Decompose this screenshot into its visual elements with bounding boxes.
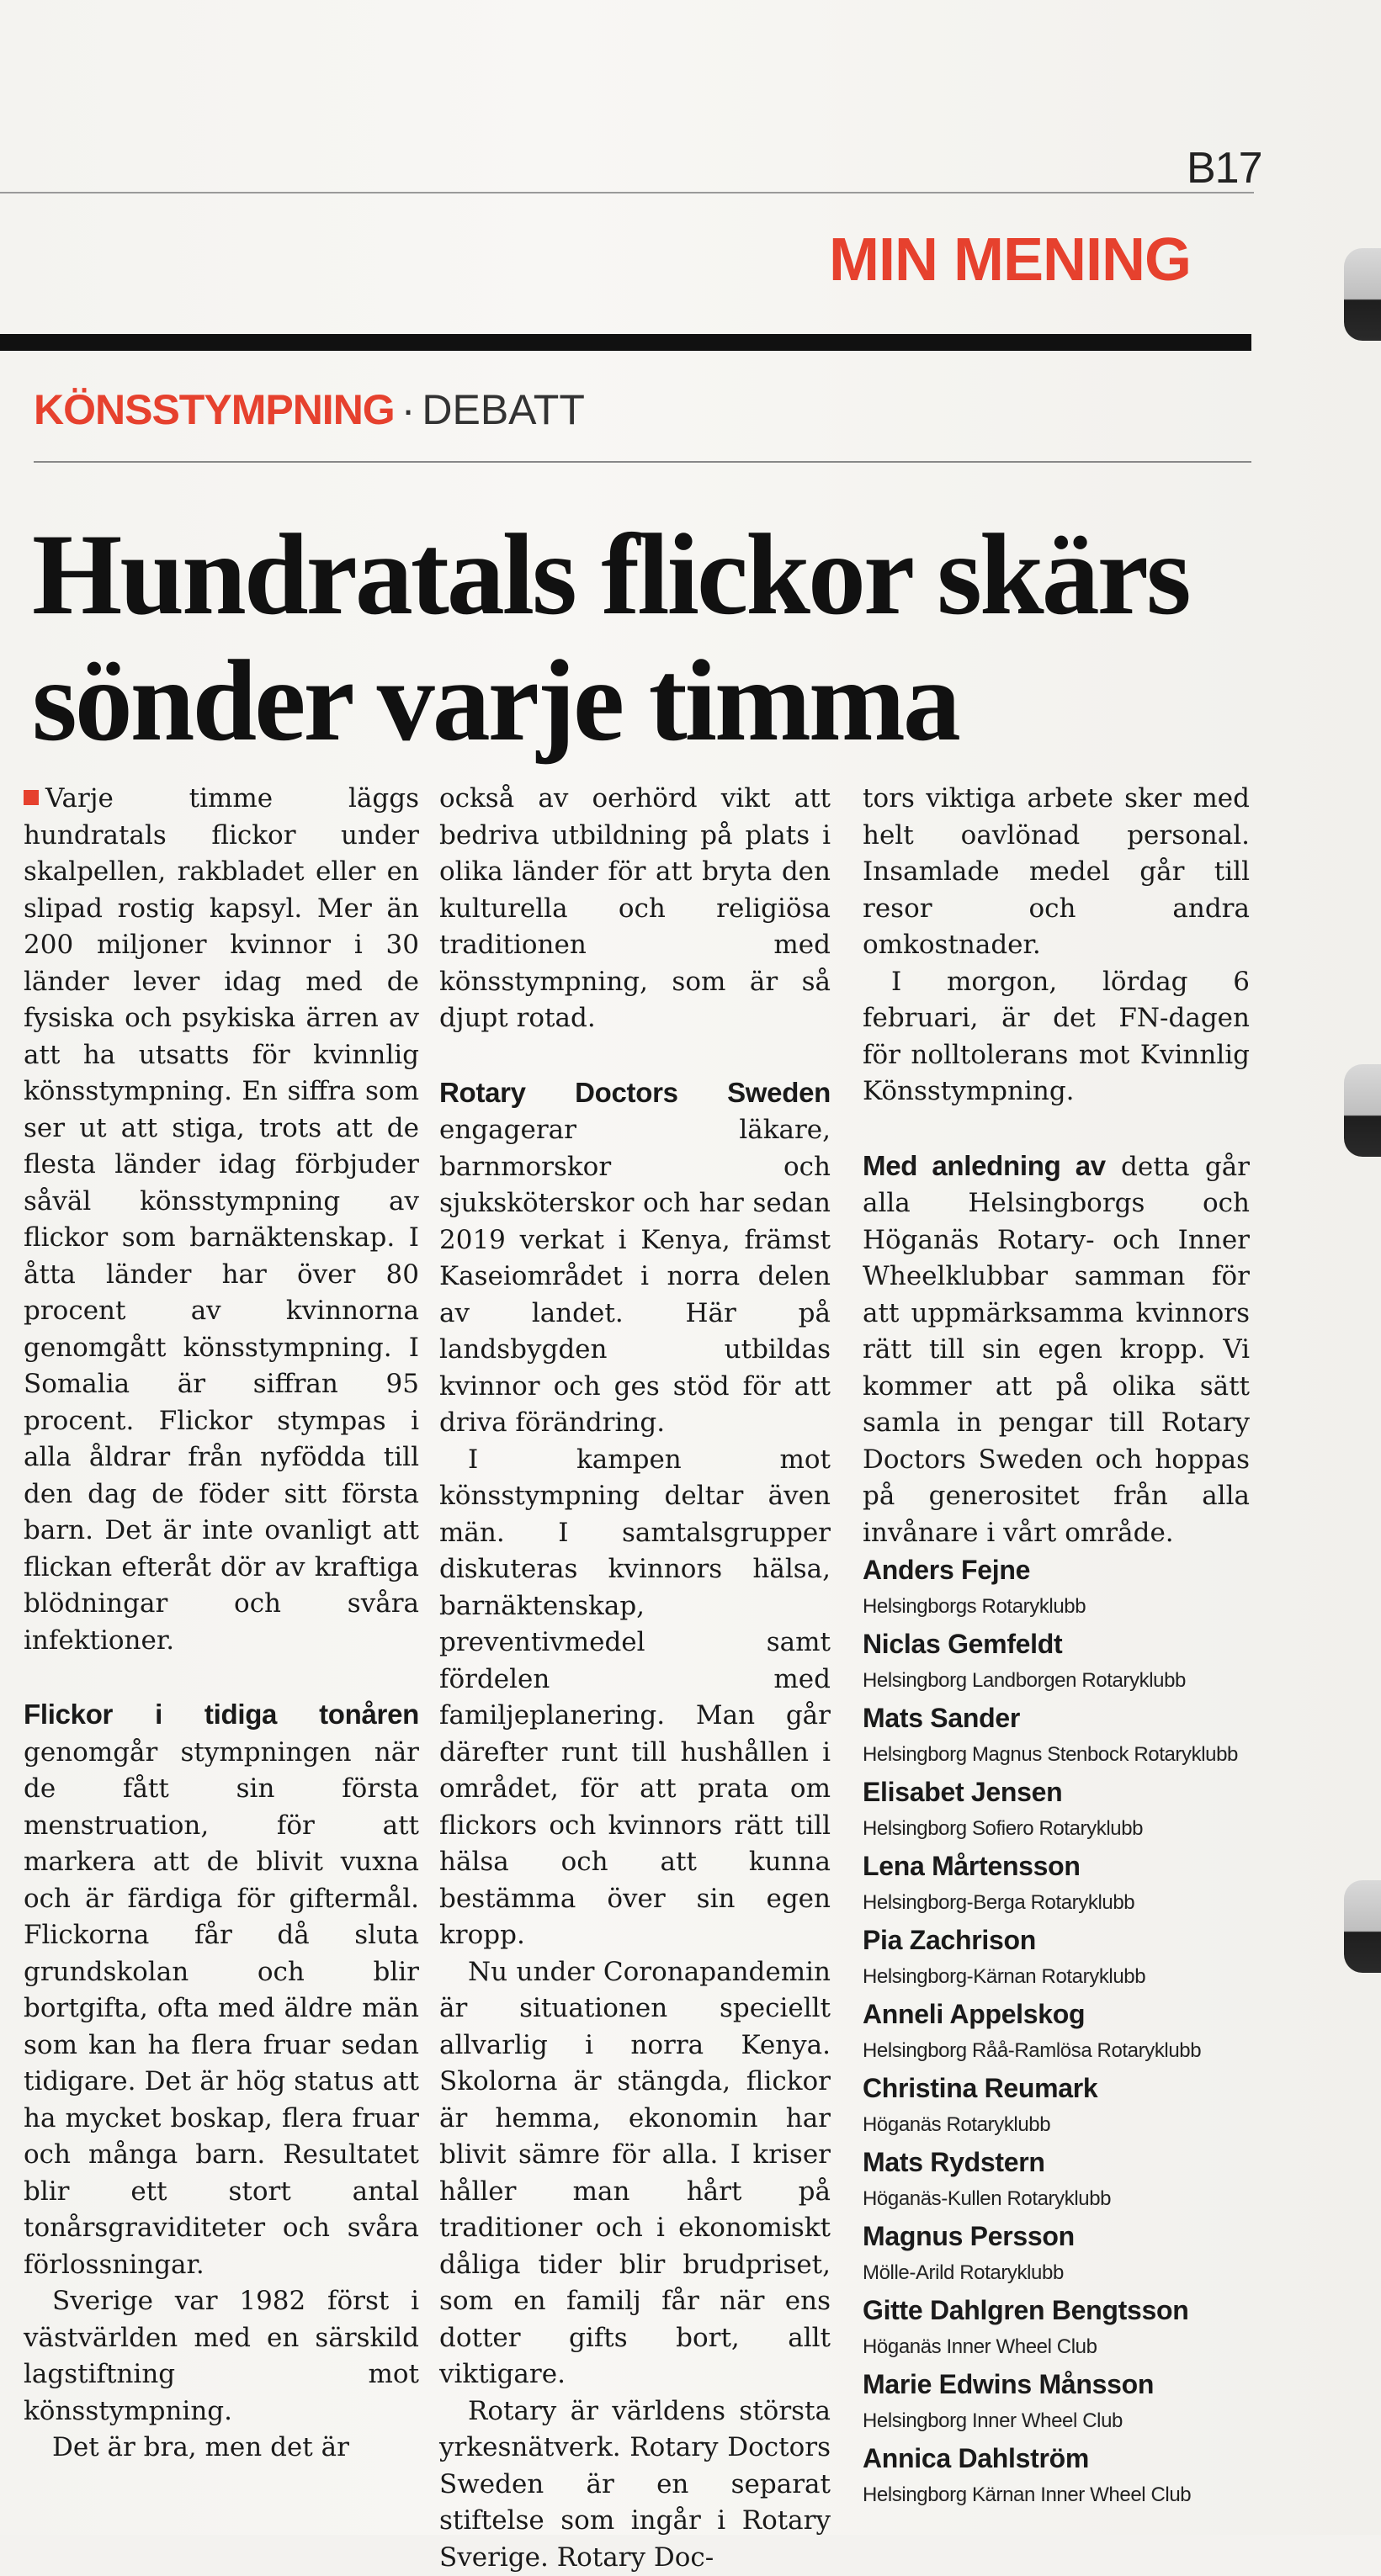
article-column-2 [439, 781, 831, 2576]
signatory-club: Helsingborg-Kärnan Rotaryklubb [863, 1959, 1250, 1996]
signatory-name: Gitte Dahlgren Bengtsson [863, 2292, 1250, 2329]
paragraph-gap [439, 1037, 831, 1074]
signatory-club: Helsingborg Magnus Stenbock Rotaryklubb [863, 1736, 1250, 1773]
paragraph: Rotary är världens största yrkesnätverk. Rotary Doctors Sweden är en separat stiftelse som ingår i Rotary Sverige. Rotary Doc- [439, 2393, 831, 2576]
signatory-club: Höganäs-Kullen Rotaryklubb [863, 2181, 1250, 2218]
signatory-name: Mats Sander [863, 1699, 1250, 1736]
signatory-name: Magnus Persson [863, 2218, 1250, 2255]
signatory-club: Helsingborg Råå-Ramlösa Rotaryklubb [863, 2033, 1250, 2070]
paragraph [863, 1148, 1250, 1552]
signatory-name: Annica Dahlström [863, 2440, 1250, 2477]
paragraph: Nu under Coronapandemin är situationen speciellt allvarlig i norra Kenya. Skolorna är stängda, flickor är hemma, ekonomin har blivit sämre för alla. I kriser håller man hårt på traditioner och i ekonomiskt dåliga tider blir brudpriset, som en familj får när ens dotter gifts bort, allt viktigare. [439, 1954, 831, 2393]
article-column-1 [24, 781, 419, 2467]
red-square-bullet-icon [24, 790, 39, 805]
headline [32, 511, 1261, 764]
signatory-name: Christina Reumark [863, 2070, 1250, 2107]
run-in-lead: Rotary Doctors Sweden [439, 1077, 831, 1108]
paragraph-gap [24, 1659, 419, 1696]
signatory-club: Mölle-Arild Rotaryklubb [863, 2255, 1250, 2292]
paragraph-gap [863, 1110, 1250, 1148]
signatory-club: Helsingborg-Berga Rotaryklubb [863, 1884, 1250, 1921]
signatory-club: Helsingborg Landborgen Rotaryklubb [863, 1662, 1250, 1699]
paragraph [439, 1074, 831, 1442]
paragraph [24, 1696, 419, 2283]
signatory-club: Helsingborg Kärnan Inner Wheel Club [863, 2477, 1250, 2514]
signatory-name: Elisabet Jensen [863, 1773, 1250, 1810]
page-number: B17 [1187, 143, 1262, 193]
article-column-3 [863, 781, 1250, 2514]
signatory-club: Helsingborg Sofiero Rotaryklubb [863, 1810, 1250, 1847]
kicker-rule [34, 461, 1251, 463]
kicker [34, 385, 585, 434]
signatory-name: Anders Fejne [863, 1551, 1250, 1588]
signatory-name: Pia Zachrison [863, 1921, 1250, 1959]
paragraph: också av oerhörd vikt att bedriva utbildning på plats i olika länder för att bryta den kulturella och religiösa traditionen med könsstympning, som är så djupt rotad. [439, 781, 831, 1037]
kicker-topic: KÖNSSTYMPNING [34, 386, 395, 433]
page-top-rule [0, 192, 1254, 193]
signatory-name: Anneli Appelskog [863, 1996, 1250, 2033]
paragraph-text: engagerar läkare, barnmorskor och sjuksköterskor och har sedan 2019 verkat i Kenya, främst Kaseiområdet i norra delen av landet. Här på landsbygden utbildas kvinnor och ges stöd för att driva förändring. [439, 1115, 831, 1438]
run-in-lead: Med anledning av [863, 1150, 1106, 1181]
binder-hole-bottom [1344, 1880, 1381, 1973]
paragraph: Det är bra, men det är [24, 2430, 419, 2467]
paragraph-text: Varje timme läggs hundratals flickor under skalpellen, rakbladet eller en slipad rostig kapsyl. Mer än 200 miljoner kvinnor i 30 länder lever idag med de fysiska och psykiska ärren av att ha utsatts för kvinnlig könsstympning. En siffra som ser ut att stiga, trots att de flesta länder idag förbjuder såväl könsstympning av flickor som barnäktenskap. I åtta länder har över 80 procent av kvinnorna genomgått könsstympning. I Somalia är siffran 95 procent. Flickor stympas i alla åldrar från nyfödda till den dag de föder sitt första barn. Det är inte ovanligt att flickan efteråt dör av kraftiga blödningar och svåra infektioner. [24, 783, 419, 1656]
headline-line-2: sönder varje timma [32, 636, 959, 765]
signatory-name: Lena Mårtensson [863, 1847, 1250, 1884]
signatory-name: Marie Edwins Månsson [863, 2366, 1250, 2403]
paragraph: tors viktiga arbete sker med helt oavlönad personal. Insamlade medel går till resor och andra omkostnader. [863, 781, 1250, 964]
paragraph: I morgon, lördag 6 februari, är det FN-dagen för nolltolerans mot Kvinnlig Könsstympning. [863, 964, 1250, 1110]
paragraph [24, 781, 419, 1659]
signatory-club: Helsingborgs Rotaryklubb [863, 1588, 1250, 1625]
paragraph-text: genomgår stympningen när de fått sin första menstruation, för att markera att de blivit vuxna och är färdiga för giftermål. Flickorna får då sluta grundskolan och blir bortgifta, ofta med äldre män som kan ha flera fruar sedan tidigare. Det är hög status att ha mycket boskap, flera fruar och många barn. Resultatet blir ett stort antal tonårsgraviditeter och svåra förlossningar. [24, 1737, 419, 2280]
paragraph-text: detta går alla Helsingborgs och Höganäs Rotary- och Inner Wheelklubbar samman för att uppmärksamma kvinnors rätt till sin egen kropp. Vi kommer att på olika sätt samla in pengar till Rotary Doctors Sweden och hoppas på generositet från alla invånare i vårt område. [863, 1152, 1250, 1548]
headline-line-1: Hundratals flickor skärs [32, 510, 1189, 639]
signatory-club: Höganäs Rotaryklubb [863, 2107, 1250, 2144]
section-label: MIN MENING [829, 225, 1191, 294]
paragraph: Sverige var 1982 först i västvärlden med en särskild lagstiftning mot könsstympning. [24, 2283, 419, 2430]
signatory-club: Helsingborg Inner Wheel Club [863, 2403, 1250, 2440]
signatory-name: Niclas Gemfeldt [863, 1625, 1250, 1662]
signature-list [863, 1551, 1250, 2514]
kicker-type: DEBATT [422, 386, 585, 433]
binder-hole-middle [1344, 1064, 1381, 1157]
paragraph: I kampen mot könsstympning deltar även män. I samtalsgrupper diskuteras kvinnors hälsa, barnäktenskap, preventivmedel samt fördelen med familjeplanering. Man går därefter runt till hushållen i området, för att prata om flickors och kvinnors rätt till hälsa och att kunna bestämma över sin egen kropp. [439, 1442, 831, 1954]
run-in-lead: Flickor i tidiga tonåren [24, 1699, 419, 1730]
signatory-name: Mats Rydstern [863, 2144, 1250, 2181]
section-divider [0, 334, 1251, 351]
kicker-separator: · [401, 386, 416, 433]
binder-hole-top [1344, 248, 1381, 341]
signatory-club: Höganäs Inner Wheel Club [863, 2329, 1250, 2366]
